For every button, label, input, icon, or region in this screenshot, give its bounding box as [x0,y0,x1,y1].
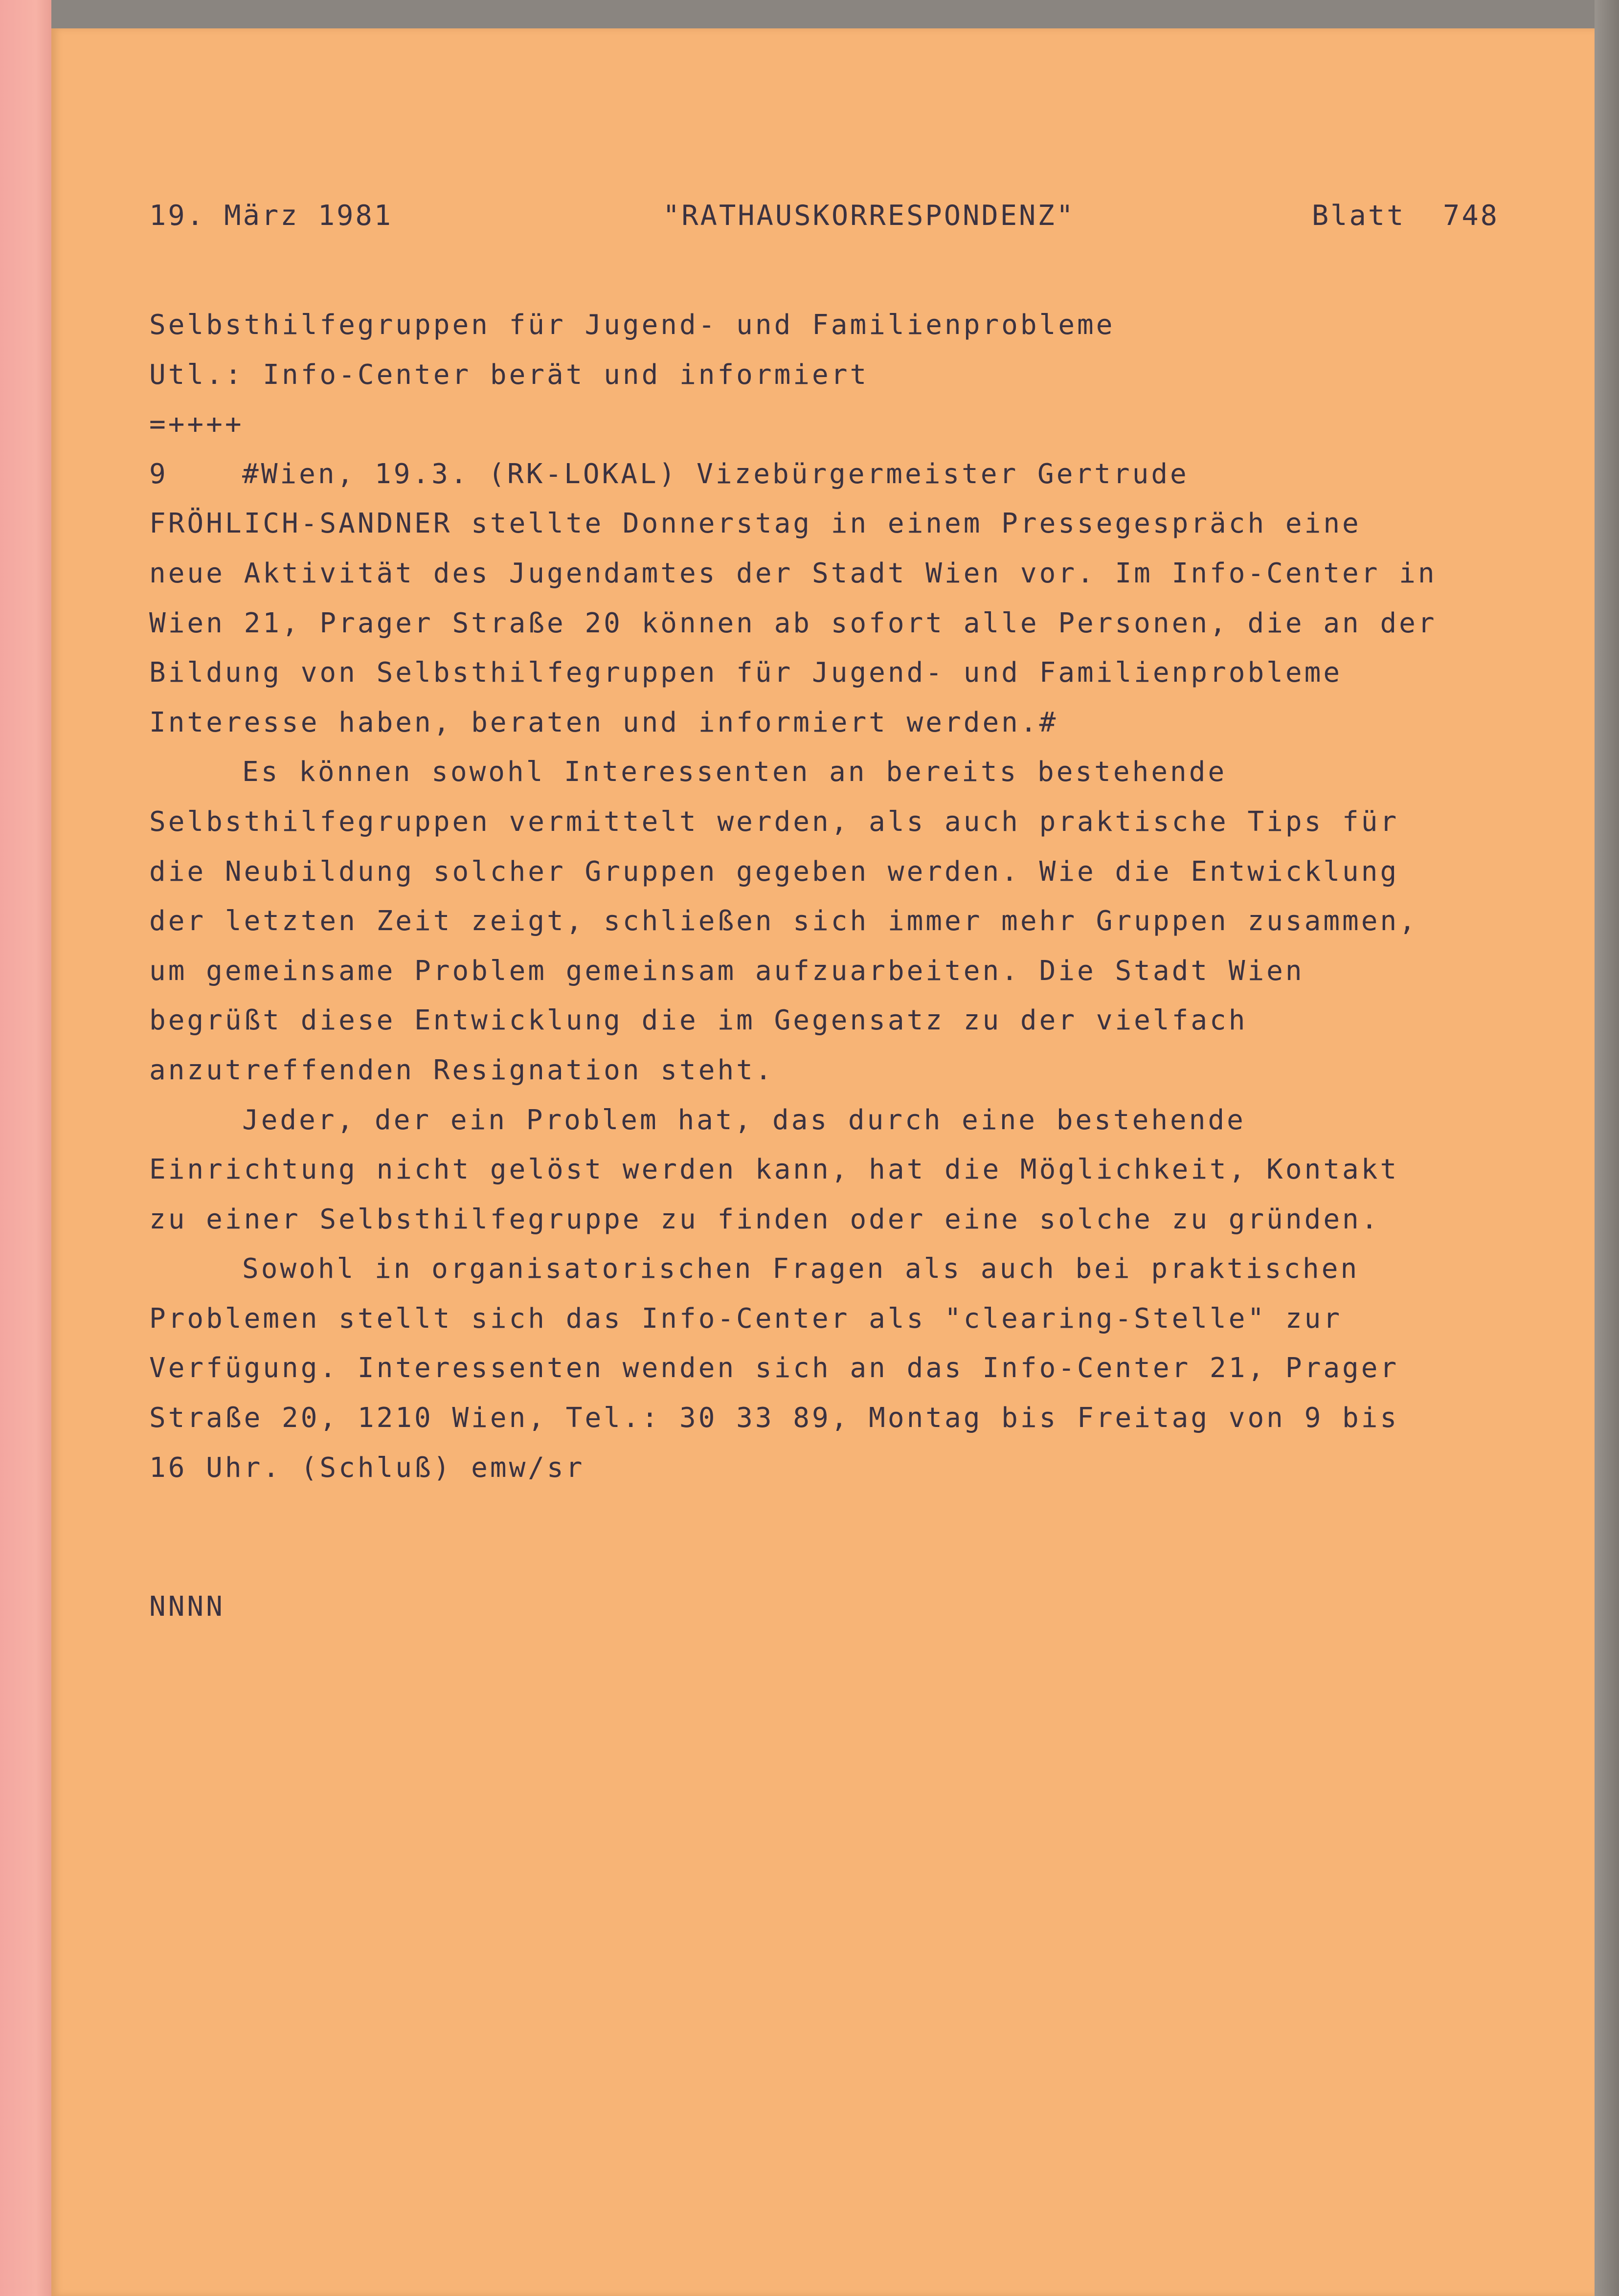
text-line: der letzten Zeit zeigt, schließen sich immer mehr Gruppen zusammen, [149,905,1418,937]
text-line: neue Aktivität des Jugendamtes der Stadt Wien vor. Im Info-Center in [149,557,1437,589]
text-line: anzutreffenden Resignation steht. [149,1054,774,1086]
text-line: die Neubildung solcher Gruppen gegeben werden. Wie die Entwicklung [149,855,1399,888]
text-line: Problemen stellt sich das Info-Center als "clearing-Stelle" zur [149,1302,1343,1335]
text-line: Verfügung. Interessenten wenden sich an das Info-Center 21, Prager [149,1352,1399,1384]
text-line: Interesse haben, beraten und informiert werden.# [149,706,1058,738]
page-header [149,200,1499,239]
text-line: #Wien, 19.3. (RK-LOKAL) Vizebürgermeister Gertrude [242,458,1189,490]
text-line: FRÖHLICH-SANDNER stellte Donnerstag in einem Pressegespräch eine [149,508,1361,540]
paragraph-start-line: Jeder, der ein Problem hat, das durch eine bestehende [242,1104,1246,1136]
end-mark: NNNN [149,1591,225,1623]
text-line: begrüßt diese Entwicklung die im Gegensatz zu der vielfach [149,1004,1248,1037]
text-line: Bildung von Selbsthilfegruppen für Jugend- und Familienprobleme [149,657,1343,689]
text-line: zu einer Selbsthilfegruppe zu finden oder eine solche zu gründen. [149,1203,1380,1235]
article-first-line [149,449,1548,499]
article-body [149,300,1548,1493]
article-headline: Selbsthilfegruppen für Jugend- und Familienprobleme [149,309,1115,341]
text-line: 16 Uhr. (Schluß) emw/sr [149,1451,585,1484]
text-line: Selbsthilfegruppen vermittelt werden, als auch praktische Tips für [149,805,1399,838]
header-publication: "RATHAUSKORRESPONDENZ" [663,200,1075,232]
scan-background-edge [1595,0,1619,2296]
text-line: Straße 20, 1210 Wien, Tel.: 30 33 89, Montag bis Freitag von 9 bis [149,1402,1399,1434]
paragraph-start-line: Sowohl in organisatorischen Fragen als auch bei praktischen [242,1253,1360,1285]
article-subtitle: Utl.: Info-Center berät und informiert [149,358,869,391]
text-line: um gemeinsame Problem gemeinsam aufzuarbeiten. Die Stadt Wien [149,955,1304,987]
article-separator: =++++ [149,408,244,441]
item-number: 9 [149,458,168,490]
text-line: Wien 21, Prager Straße 20 können ab sofort alle Personen, die an der [149,607,1437,639]
document-page [51,28,1595,2296]
adjacent-page-edge [0,0,51,2296]
header-sheet-number: Blatt 748 [1311,200,1499,232]
header-date: 19. März 1981 [149,200,393,232]
text-line: Einrichtung nicht gelöst werden kann, hat die Möglichkeit, Kontakt [149,1154,1399,1186]
paragraph-start-line: Es können sowohl Interessenten an bereits bestehende [242,756,1227,788]
